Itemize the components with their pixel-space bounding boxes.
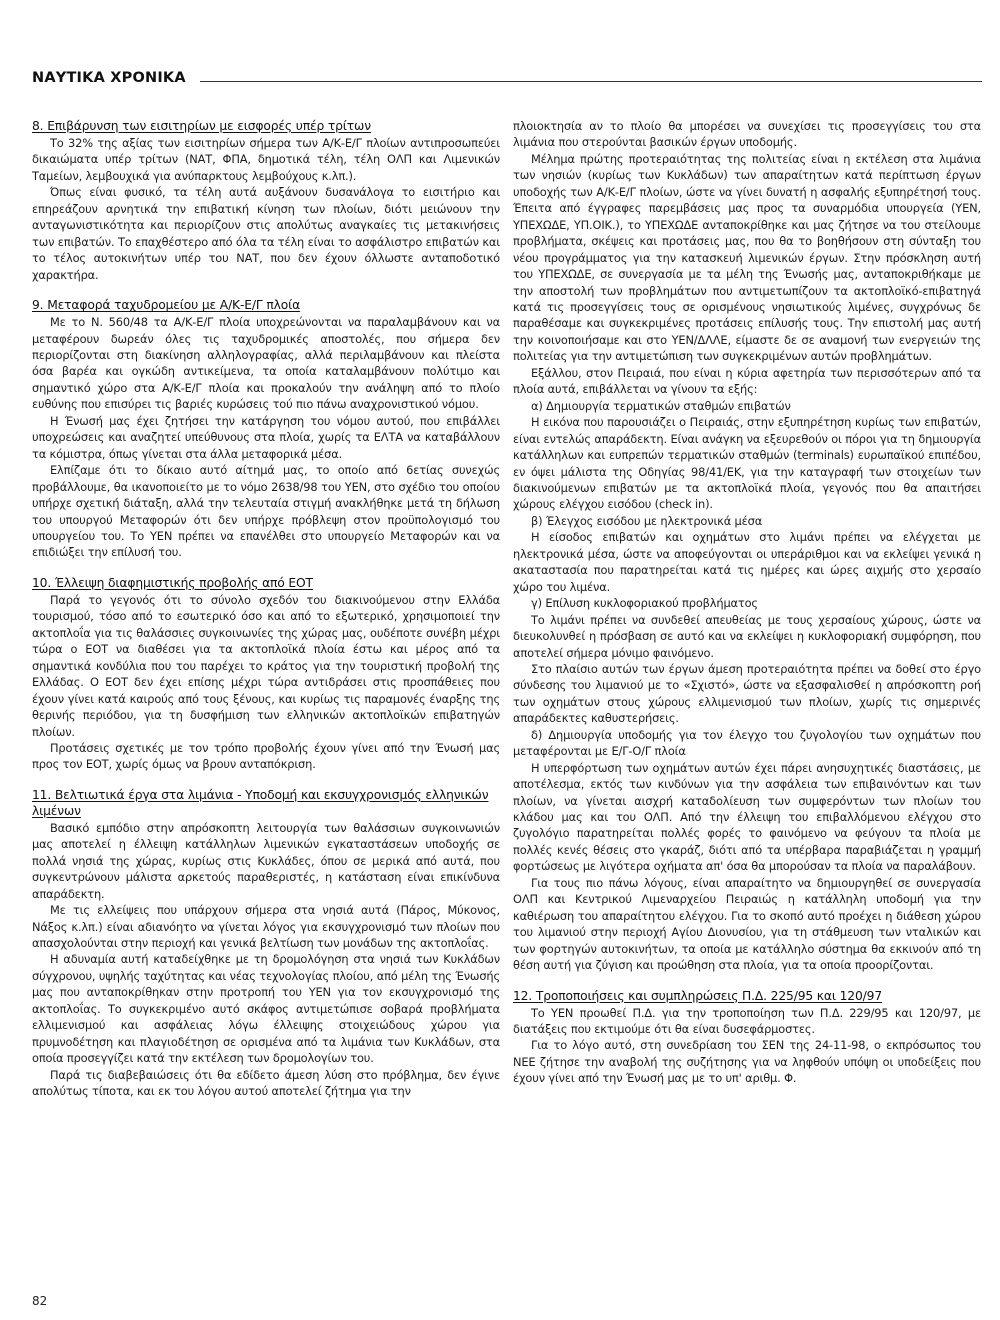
section-10-paragraph: Παρά το γεγονός ότι το σύνολο σχεδόν του διακινούμενου στην Ελλάδα τουρισμού, τόσο από το εσωτερικό όσο και από το εξωτερικό, χρησιμοποιεί την ακτοπλοΐα για τις θαλάσσιες συγκοινωνίες της χώρας μας, ουδέποτε συνέβη μέχρι τώρα ο ΕΟΤ να διαθέσει για τα ακτοπλοϊκά πλοία έστω και μέρος από τα σημαντικά κονδύλια που του παρέχει το κράτος για την τουριστική προβολή της Ελλάδας. Ο ΕΟΤ δεν έχει επίσης μέχρι τώρα αντιδράσει στις προσπάθειες που έχουν γίνει κατά καιρούς από τους ξένους, και κυρίως τις παραμονές έναρξης της θερινής περιόδου, για τη δυσφήμιση των ελληνικών ακτοπλοϊκών επιβατηγών πλοίων.	[32, 592, 500, 739]
running-header	[32, 70, 982, 96]
section-9-paragraph: Με το Ν. 560/48 τα Α/Κ-Ε/Γ πλοία υποχρεώνονται να παραλαμβάνουν και να μεταφέρουν δωρεάν όλες τις ταχυδρομικές αποστολές, που σήμερα δεν περιορίζονται στη διακίνηση αλληλογραφίας, αλλά περιλαμβάνουν και πλείστα όσα βαρέα και ογκώδη αντικείμενα, τα οποία καταλαμβάνουν πολύτιμο και σημαντικό χώρο στα Α/Κ-Ε/Γ πλοία και προκαλούν την ανάληψη από το πλοίο ευθύνης που επισύρει τις βαριές κυρώσεις τού πιο πάνω αναχρονιστικού νόμου.	[32, 315, 500, 412]
section-9-heading: 9. Μεταφορά ταχυδρομείου με Α/Κ-Ε/Γ πλοία	[32, 298, 301, 313]
section-11-paragraph: Βασικό εμπόδιο στην απρόσκοπτη λειτουργία των θαλάσσιων συγκοινωνιών μας αποτελεί η έλλειψη κατάλληλων λιμενικών εγκαταστάσεων υποδοχής σε πολλά νησιά της χώρας, κυρίως στις Κυκλάδες, όπου σε μερικά από αυτά, που συγκεντρώνουν μάλιστα αρκετούς παραθεριστές, η κατάσταση είναι επικίνδυνα απαράδεκτη.	[32, 820, 500, 901]
magazine-title: ΝΑΥΤΙΚΑ ΧΡΟΝΙΚΑ	[32, 70, 186, 86]
section-12-paragraph: Για το λόγο αυτό, στη συνεδρίαση του ΣΕΝ της 24-11-98, ο εκπρόσωπος του ΝΕΕ ζήτησε την αναβολή της συζήτησης για να ληφθούν υπόψη οι υποδείξεις που έχουν γίνει από την Ένωσή μας με το υπ' αριθμ. Φ.	[513, 1038, 981, 1086]
subsection-b-heading: β) Έλεγχος εισόδου με ηλεκτρονικά μέσα	[531, 513, 763, 528]
section-11-paragraph: Η αδυναμία αυτή καταδείχθηκε με τη δρομολόγηση στα νησιά των Κυκλάδων σύγχρονου, υψηλής ταχύτητας και νέας τεχνολογίας πλοίου, από μέλη της Ένωσής μας που ανταποκρίθηκαν στην προτροπή του ΥΕΝ για τον εκσυγχρονισμό της ακτοπλοΐας. Το συγκεκριμένο αυτό σκάφος αντιμετώπισε σοβαρά προβλήματα ελλιμενισμού και ασφάλειας λόγω έλλειψης στοιχειώδους χώρου για πρυμνοδέτηση και πλαγιοδέτηση σε ορισμένα από τα λιμάνια των Κυκλάδων, στα οποία προσεγγίζει κατά την εκτέλεση των δρομολογίων του.	[32, 952, 500, 1066]
subsection-c-paragraph: Το λιμάνι πρέπει να συνδεθεί απευθείας με τους χερσαίους χώρους, ώστε να διευκολυνθεί η πρόσβαση σε αυτό και να εκλείψει η κυκλοφοριακή συμφόρηση, που αποτελεί σήμερα μόνιμο φαινόμενο.	[513, 612, 981, 660]
left-column	[32, 118, 500, 1100]
section-11-paragraph: Μέλημα πρώτης προτεραιότητας της πολιτείας είναι η εκτέλεση στα λιμάνια των νησιών (κυρίως των Κυκλάδων) των απαραίτητων κατά περίπτωση έργων υποδοχής των Α/Κ-Ε/Γ πλοίων, ώστε να γίνει δυνατή η ασφαλής εξυπηρέτησή τους. Έπειτα από έγγραφες παρεμβάσεις μας προς τα συναρμόδια υπουργεία (ΥΕΝ, ΥΠΕΧΩΔΕ, ΥΠ.ΟΙΚ.), το ΥΠΕΧΩΔΕ ανταποκρίθηκε και μας ζήτησε να του στείλουμε προβλήματα, σκέψεις και προτάσεις μας, που θα το βοηθήσουν στη σύνταξη του νέου προγράμματος για την κατασκευή λιμενικών έργων. Στην πρόσκληση αυτή του ΥΠΕΧΩΔΕ, σε συνεργασία με τα μέλη της Ένωσής μας, ανταποκριθήκαμε με την αποστολή των προβλημάτων που αντιμετωπίζουν τα ακτοπλοϊκό-επιβατηγά κατά τις προσεγγίσεις τους σε ορισμένους νησιωτικούς λιμένες, συγχρόνως δε παραθέσαμε και συγκεκριμένες προτάσεις επίλυσής τους. Την επιστολή μας αυτή την κοινοποιήσαμε και στο ΥΕΝ/ΔΛΛΕ, είμαστε δε σε αναμονή των ενεργειών της πολιτείας για την αντιμετώπιση των συγκεκριμένων αυτών προβλημάτων.	[513, 151, 981, 364]
header-rule	[200, 81, 982, 82]
subsection-a-paragraph: Η εικόνα που παρουσιάζει ο Πειραιάς, στην εξυπηρέτηση κυρίως των επιβατών, είναι εντελώς απαράδεκτη. Είναι ανάγκη να εξευρεθούν οι πόροι για τη δημιουργία κατάλληλων και ευπρεπών τερματικών σταθμών (terminals) ευρωπαϊκού επιπέδου, εν όψει μάλιστα της Οδηγίας 98/41/ΕΚ, για την καταγραφή των στοιχείων των διακινούμενων επιβατών με τα ακτοπλοϊκά πλοία, γεγονός που θα απαιτήσει χώρους ελέγχου εισόδου (check in).	[513, 415, 981, 512]
section-12-paragraph: Το ΥΕΝ προωθεί Π.Δ. για την τροποποίηση των Π.Δ. 229/95 και 120/97, με διατάξεις που εκτιμούμε ότι θα είναι δυσεφάρμοστες.	[513, 1005, 981, 1037]
subsection-d-heading: δ) Δημιουργία υποδομής για τον έλεγχο του ζυγολογίου των οχημάτων που μεταφέρονται με Ε/Γ-Ο/Γ πλοία	[513, 727, 981, 759]
section-10-heading: 10. Έλλειψη διαφημιστικής προβολής από ΕΟΤ	[32, 575, 313, 590]
subsection-c-paragraph: Στο πλαίσιο αυτών των έργων άμεση προτεραιότητα πρέπει να δοθεί στο έργο σύνδεσης του λιμανιού με το «Σχιστό», ώστε να εξασφαλισθεί η απρόσκοπτη ροή των οχημάτων στους χώρους ελλιμενισμού των πλοίων, χωρίς τις σημερινές απαράδεκτες καθυστερήσεις.	[513, 661, 981, 726]
section-12-heading: 12. Τροποποιήσεις και συμπληρώσεις Π.Δ. 225/95 και 120/97	[513, 988, 882, 1003]
section-9-paragraph: Ελπίζαμε ότι το δίκαιο αυτό αίτημά μας, το οποίο από 6ετίας συνεχώς προβάλλουμε, θα ικανοποιείτο με το νόμο 2638/98 του ΥΕΝ, στο σχέδιο του οποίου υπήρχε σχετική διάταξη, αλλά την τελευταία στιγμή ανακλήθηκε μετά τη δήλωση του υπουργού Μεταφορών ότι δεν υπήρχε πρόβλεψη στον προϋπολογισμό του υπουργείου του. Το ΥΕΝ πρέπει να επανέλθει στο υπουργείο Μεταφορών και να επιδιώξει την επίλυσή του.	[32, 463, 500, 560]
section-11-paragraph: Με τις ελλείψεις που υπάρχουν σήμερα στα νησιά αυτά (Πάρος, Μύκονος, Νάξος κ.λπ.) είναι αδιανόητο να γίνεται λόγος για εκσυγχρονισμό των πλοίων που απασχολούνται στην περιοχή και γενικά βελτίωση των μονάδων της ακτοπλοΐας.	[32, 903, 500, 951]
subsection-d-paragraph: Η υπερφόρτωση των οχημάτων αυτών έχει πάρει ανησυχητικές διαστάσεις, με αποτέλεσμα, εκτός των κινδύνων για την ασφάλεια των επιβαινόντων και των πλοίων, να γίνεται αισχρή καταδολίευση των συμφερόντων των πλοίων του κλάδου μας και του ΟΛΠ. Από την έλλειψη του επιβαλλόμενου ελέγχου στο ζυγολόγιο παρατηρείται πολλές φορές το φαινόμενο να φεύγουν τα πλοία με πολλές κενές θέσεις στο γκαράζ, διότι από τα υπέρβαρα παραβιάζεται η γραμμή φορτώσεως με λιγότερα οχήματα απ' όσα θα μπορούσαν τα πλοία να παραλάβουν.	[513, 760, 981, 874]
section-8-heading: 8. Επιβάρυνση των εισιτηρίων με εισφορές υπέρ τρίτων	[32, 119, 371, 133]
subsection-d-paragraph: Για τους πιο πάνω λόγους, είναι απαραίτητο να δημιουργηθεί σε συνεργασία ΟΛΠ και Κεντρικού Λιμεναρχείου Πειραιώς η κατάλληλη υποδομή για την καθιέρωση του απαραίτητου ελέγχου. Για το σκοπό αυτό προέχει η διάθεση χώρου του λιμανιού στην περιοχή Αγίου Διονυσίου, για τη στάθμευση των νταλικών και των φορτηγών αυτοκινήτων, τα οποία με κατάλληλο σύστημα θα εκκινούν από τη θέση αυτή για ζύγιση και προώθηση στα πλοία, για τα οποία προορίζονται.	[513, 875, 981, 973]
continued-paragraph: πλοιοκτησία αν το πλοίο θα μπορέσει να συνεχίσει τις προσεγγίσεις του στα λιμάνια που στερούνται βασικών έργων υποδομής.	[513, 119, 981, 150]
page-number: 82	[32, 1294, 48, 1308]
subsection-b-paragraph: Η είσοδος επιβατών και οχημάτων στο λιμάνι πρέπει να ελέγχεται με ηλεκτρονικά μέσα, ώστε να αποφεύγονται οι υπεράριθμοι και να εκλείψει γενικά η ακαταστασία που παρατηρείται κατά τις ημέρες και ώρες αιχμής στο χερσαίο χώρο του λιμένα.	[513, 530, 981, 594]
section-8-paragraph: Το 32% της αξίας των εισιτηρίων σήμερα των Α/Κ-Ε/Γ πλοίων αντιπροσωπεύει δικαιώματα υπέρ τρίτων (ΝΑΤ, ΦΠΑ, δημοτικά τέλη, τέλη ΟΛΠ και Λιμενικών Ταμείων, λεμβουχικά για ανύπαρκτους λεμβούχους κ.λπ.).	[32, 136, 500, 183]
section-9-paragraph: Η Ένωσή μας έχει ζητήσει την κατάργηση του νόμου αυτού, που επιβάλλει υποχρεώσεις και αναζητεί υπεύθυνους στα πλοία, χωρίς τα ΕΛΤΑ να καταβάλλουν τα κόμιστρα, όπως γίνεται στα άλλα μεταφορικά μέσα.	[32, 413, 500, 461]
section-8-paragraph: Όπως είναι φυσικό, τα τέλη αυτά αυξάνουν δυσανάλογα το εισιτήριο και επηρεάζουν αρνητικά την επιβατική κίνηση των πλοίων, διότι μειώνουν την ανταγωνιστικότητα και περιορίζουν στις απολύτως αναγκαίες τις μετακινήσεις των επιβατών. Το επαχθέστερο από όλα τα τέλη είναι το ασφάλιστρο επιβατών και το τέλος αυτοκινήτων υπέρ του ΝΑΤ, που δεν έχουν όλλωστε ανταποδοτικό χαρακτήρα.	[32, 185, 500, 282]
right-column	[513, 118, 981, 1087]
subsection-c-heading: γ) Επίλυση κυκλοφοριακού προβλήματος	[531, 596, 758, 611]
section-11-paragraph: Παρά τις διαβεβαιώσεις ότι θα εδίδετο άμεση λύση στο πρόβλημα, δεν έγινε απολύτως τίποτα, και εκ του λόγου αυτού αποτελεί ζήτημα για την	[32, 1067, 500, 1099]
section-11-heading: 11. Βελτιωτικά έργα στα λιμάνια - Υποδομή και εκσυγχρονισμός ελληνικών λιμένων	[32, 787, 489, 818]
section-11-paragraph: Εξάλλου, στον Πειραιά, που είναι η κύρια αφετηρία των περισσότερων από τα πλοία αυτά, επιβάλλεται να γίνουν τα εξής:	[513, 365, 981, 397]
section-10-paragraph: Προτάσεις σχετικές με τον τρόπο προβολής έχουν γίνει από την Ένωσή μας προς τον ΕΟΤ, χωρίς όμως να βρουν ανταπόκριση.	[32, 740, 500, 772]
subsection-a-heading: α) Δημιουργία τερματικών σταθμών επιβατών	[531, 398, 791, 413]
